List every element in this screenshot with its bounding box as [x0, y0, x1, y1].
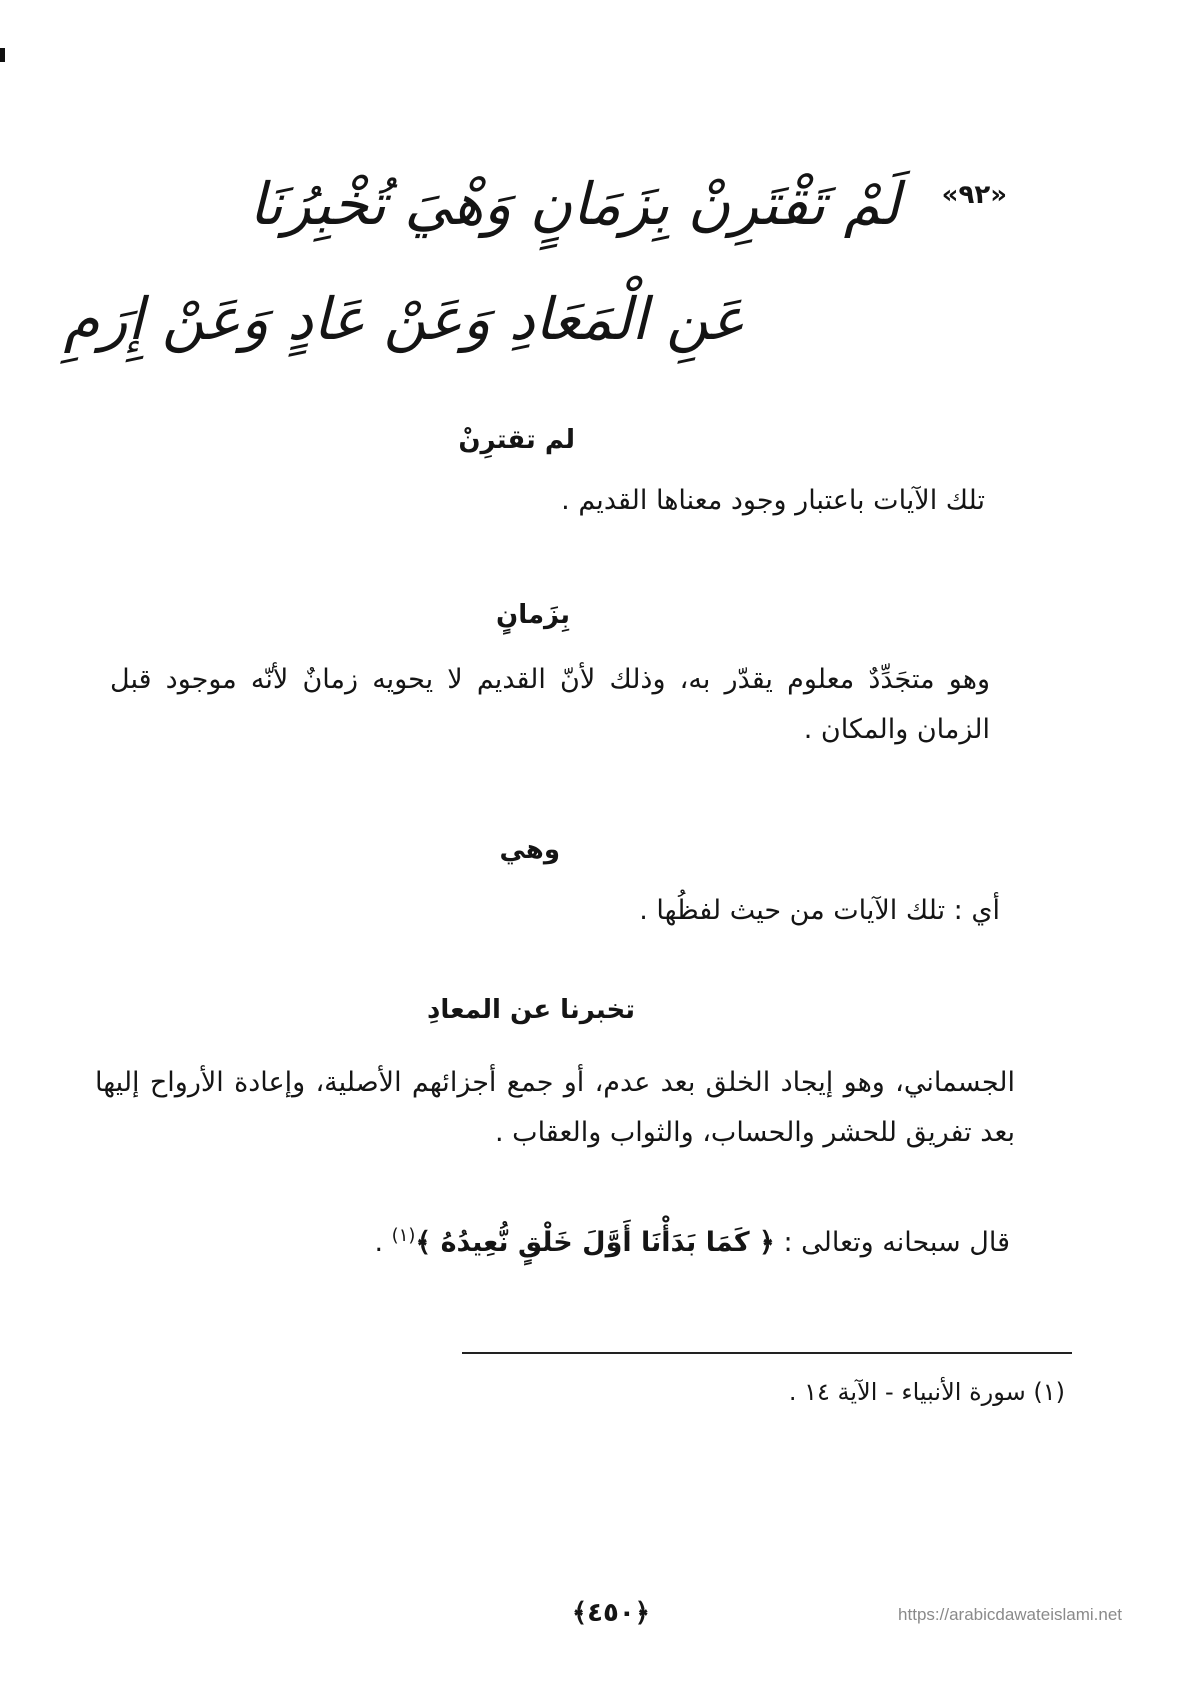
- section-text: أي : تلك الآيات من حيث لفظُها .: [639, 895, 1000, 926]
- scan-edge-mark: [0, 48, 5, 62]
- section-text: تلك الآيات باعتبار وجود معناها القديم .: [561, 485, 985, 516]
- verse-line-2: عَنِ الْمَعَادِ وَعَنْ عَادٍ وَعَنْ إِرَمِ: [63, 285, 745, 353]
- section-text: وهو متجَدِّدٌ معلوم يقدّر به، وذلك لأنّ القديم لا يحويه زمانٌ لأنّه موجود قبل الزمان والمكان .: [110, 664, 990, 745]
- quote-intro: قال سبحانه وتعالى :: [774, 1227, 1010, 1258]
- section-heading: وهي: [499, 835, 560, 865]
- footnote-separator: [462, 1352, 1072, 1354]
- section-heading: لم تقترِنْ: [458, 425, 575, 455]
- footnote-reference: (١): [391, 1225, 416, 1246]
- quote-line: [374, 1225, 1010, 1258]
- quote-end: .: [374, 1227, 392, 1258]
- section-heading: تخبرنا عن المعادِ: [427, 995, 635, 1025]
- quran-ayah: ﴿ كَمَا بَدَأْنَا أَوَّلَ خَلْقٍ نُّعِيدُهُ ﴾: [415, 1227, 775, 1258]
- page-number: ﴿٤٥٠﴾: [571, 1598, 650, 1628]
- footnote-text: (١) سورة الأنبياء - الآية ١٤ .: [788, 1378, 1065, 1406]
- section-heading: بِزَمانٍ: [496, 600, 570, 630]
- section-text: الجسماني، وهو إيجاد الخلق بعد عدم، أو جمع أجزائهم الأصلية، وإعادة الأرواح إليها بعد تفريق للحشر والحساب، والثواب والعقاب .: [95, 1067, 1015, 1148]
- watermark: https://arabicdawateislami.net: [898, 1605, 1122, 1624]
- verse-number: «٩٢»: [941, 180, 1007, 210]
- verse-line-1: لَمْ تَقْتَرِنْ بِزَمَانٍ وَهْيَ تُخْبِرُنَا: [249, 170, 900, 238]
